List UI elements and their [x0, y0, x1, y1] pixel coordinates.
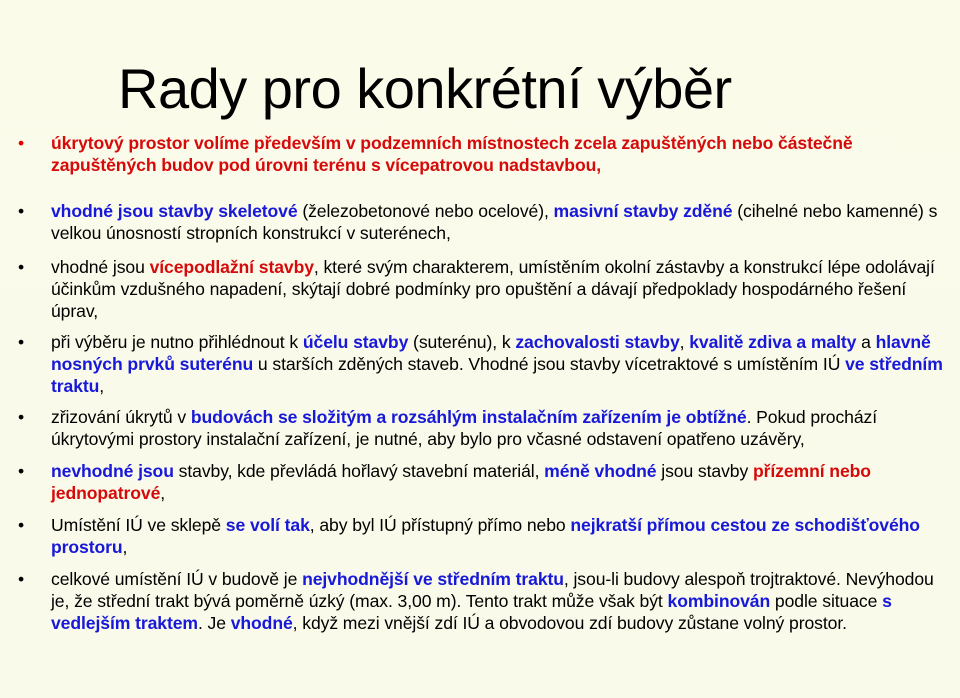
bullet-item: [14, 256, 944, 322]
bullet-emphasis: vícepodlažní stavby: [149, 257, 314, 277]
bullet-item: [14, 406, 944, 450]
bullet-marker: •: [17, 515, 25, 535]
bullet-marker: •: [17, 569, 25, 589]
bullet-item: [14, 568, 944, 634]
bullet-emphasis: budovách se složitým a rozsáhlým instalačním zařízením je obtížné: [190, 407, 747, 427]
bullet-emphasis: s vedlejším traktem: [51, 591, 892, 633]
bullet-emphasis: ve středním traktu: [51, 354, 943, 396]
bullet-emphasis: masivní stavby zděné: [553, 201, 733, 221]
bullet-text: při výběru je nutno přihlédnout k: [51, 332, 303, 352]
bullet-text: u starších zděných staveb. Vhodné jsou stavby vícetraktové s umístěním IÚ: [253, 354, 846, 374]
bullet-text: . Je: [197, 613, 231, 633]
bullet-text: , které svým charakterem, umístěním okolní zástavby a konstrukcí lépe odolávají účinkům vzdušného napadení, skýtají dobré podmínky pro opuštění a dávají předpoklady hospodárného řešení úprav,: [51, 257, 935, 321]
bullet-marker: •: [17, 407, 25, 427]
bullet-emphasis: se volí tak: [225, 515, 310, 535]
bullet-text: , jsou-li budovy alespoň trojtraktové. Nevýhodou je, že střední trakt bývá poměrně úzký (max. 3,00 m). Tento trakt může však být: [51, 569, 934, 611]
bullet-text: , když mezi vnější zdí IÚ a obvodovou zdí budovy zůstane volný prostor.: [292, 613, 847, 633]
bullet-text: ,: [99, 376, 105, 396]
bullet-text: , aby byl IÚ přístupný přímo nebo: [309, 515, 571, 535]
slide-title: Rady pro konkrétní výběr: [118, 56, 732, 120]
bullet-emphasis: kvalitě zdiva a malty: [689, 332, 857, 352]
bullet-marker: •: [17, 332, 25, 352]
bullet-marker: •: [17, 257, 25, 277]
bullet-text: (železobetonové nebo ocelové),: [297, 201, 554, 221]
bullet-emphasis: vhodné jsou stavby skeletové: [51, 201, 298, 221]
bullet-text: podle situace: [770, 591, 883, 611]
bullet-marker: •: [17, 201, 25, 221]
bullet-text: vhodné jsou: [51, 257, 150, 277]
bullet-emphasis: kombinován: [667, 591, 771, 611]
bullet-emphasis: nejkratší přímou cestou ze schodišťového prostoru: [51, 515, 920, 557]
bullet-text: ,: [160, 483, 166, 503]
bullet-emphasis: méně vhodné: [544, 461, 657, 481]
bullet-text: ,: [122, 537, 128, 557]
bullet-emphasis: přízemní nebo jednopatrové: [51, 461, 871, 503]
bullet-emphasis: úkrytový prostor volíme především v podzemních místnostech zcela zapuštěných nebo částečně zapuštěných budov pod úrovni terénu s vícepatrovou nadstavbou,: [51, 133, 853, 175]
bullet-text: ,: [679, 332, 690, 352]
bullet-item: [14, 132, 944, 176]
bullet-item: [14, 331, 944, 397]
bullet-emphasis: nejvhodnější ve středním traktu: [302, 569, 564, 589]
bullet-emphasis: zachovalosti stavby: [515, 332, 680, 352]
bullet-text: zřizování úkrytů v: [51, 407, 191, 427]
bullet-marker: •: [17, 461, 25, 481]
bullet-text: celkové umístění IÚ v budově je: [51, 569, 303, 589]
bullet-emphasis: vhodné: [230, 613, 293, 633]
bullet-emphasis: nevhodné jsou: [51, 461, 174, 481]
bullet-item: [14, 200, 944, 244]
bullet-item: [14, 514, 944, 558]
bullet-text: a: [856, 332, 876, 352]
bullet-item: [14, 460, 944, 504]
bullet-emphasis: účelu stavby: [302, 332, 409, 352]
bullet-emphasis: hlavně nosných prvků suterénu: [51, 332, 931, 374]
bullet-text: (suterénu), k: [408, 332, 516, 352]
bullet-text: stavby, kde převládá hořlavý stavební materiál,: [173, 461, 545, 481]
bullet-text: (cihelné nebo kamenné) s velkou únosností stropních konstrukcí v suterénech,: [51, 201, 938, 243]
bullet-marker: •: [17, 133, 25, 153]
bullet-text: Umístění IÚ ve sklepě: [51, 515, 226, 535]
bullet-list: [14, 132, 944, 634]
bullet-text: jsou stavby: [656, 461, 753, 481]
bullet-text: . Pokud prochází úkrytovými prostory instalační zařízení, je nutné, aby bylo pro včasné odstavení opatřeno uzávěry,: [51, 407, 877, 449]
